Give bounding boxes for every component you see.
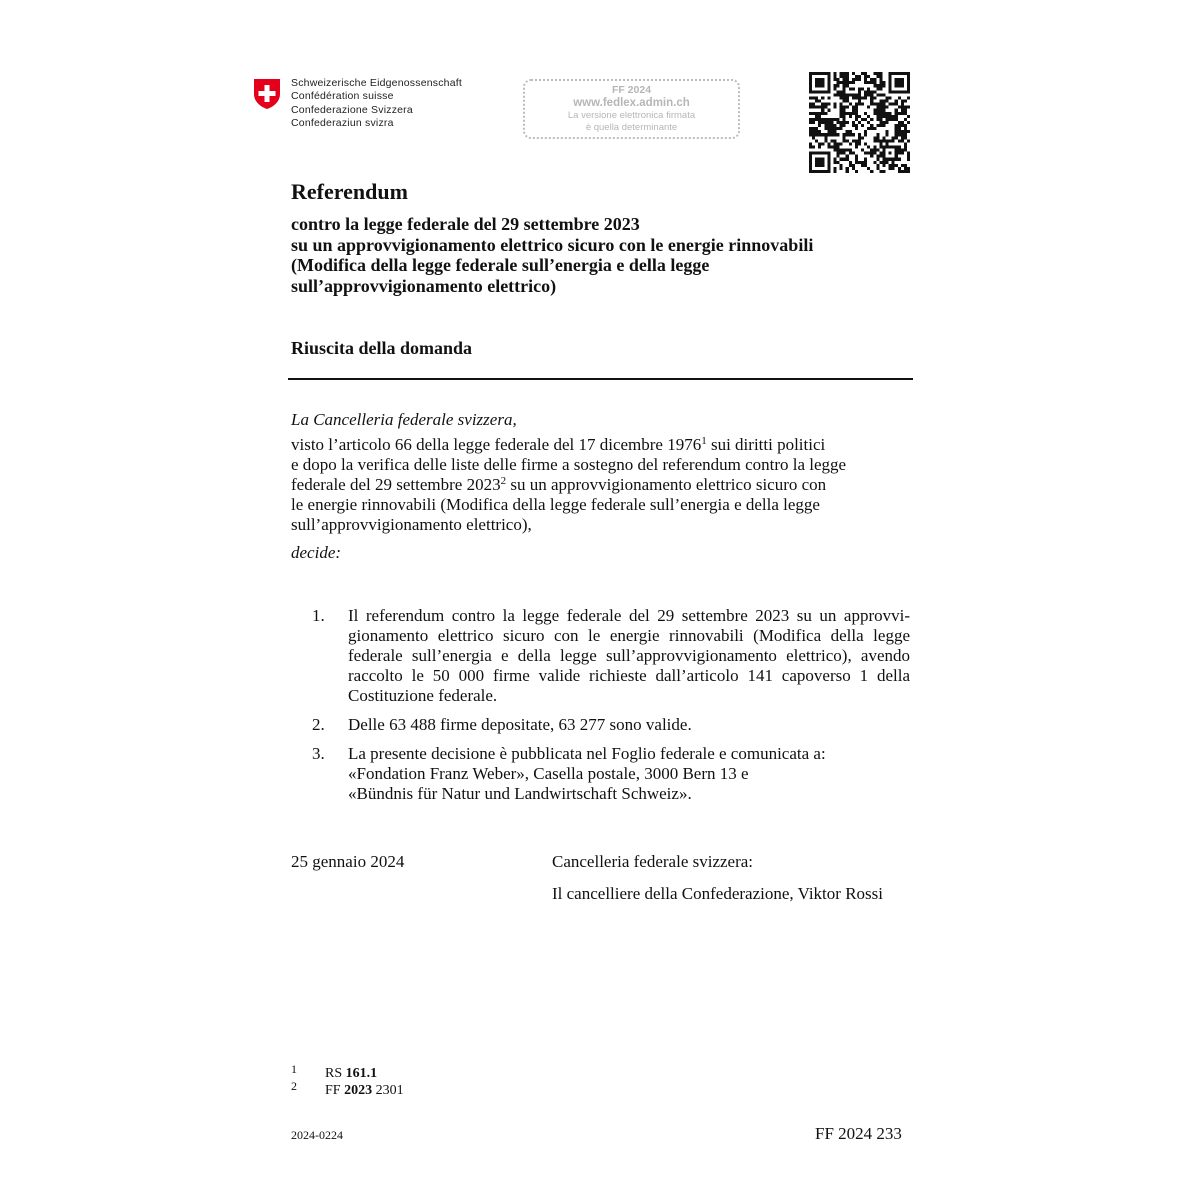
preamble-text: federale del 29 settembre 2023 bbox=[291, 475, 501, 494]
divider bbox=[288, 378, 913, 380]
item-text bbox=[348, 744, 910, 804]
item-text bbox=[348, 715, 910, 735]
qr-code-icon bbox=[809, 72, 910, 173]
item-line: Delle 63 488 firme depositate, 63 277 sono valide. bbox=[348, 715, 692, 734]
footnote-ref: 1 bbox=[701, 435, 707, 447]
preamble-text: visto l’articolo 66 della legge federale del 17 dicembre 1976 bbox=[291, 435, 702, 454]
item-line: federale sull’energia e della legge sull’approvvigionamento elettrico), avendo bbox=[348, 646, 910, 665]
item-number: 2. bbox=[312, 715, 325, 734]
stamp-note-2: è quella determinante bbox=[585, 122, 678, 133]
document-number: 2024-0224 bbox=[291, 1128, 343, 1142]
footnote-number: 1 bbox=[291, 1062, 297, 1076]
stamp-issue: FF 2024 bbox=[611, 84, 652, 96]
subtitle-line: sull’approvvigionamento elettrico) bbox=[291, 275, 557, 296]
signing-authority: Cancelleria federale svizzera: bbox=[552, 852, 754, 871]
footnote-suffix: 2301 bbox=[372, 1083, 404, 1098]
footnote-prefix: RS bbox=[325, 1066, 346, 1081]
stamp-url: www.fedlex.admin.ch bbox=[573, 97, 690, 109]
item-line: raccolto le 50 000 firme valide richieste dall’articolo 141 capoverso 1 della bbox=[348, 666, 910, 685]
footnote-bold: 161.1 bbox=[345, 1066, 378, 1081]
electronic-version-stamp bbox=[523, 79, 740, 139]
federal-line-it: Confederazione Svizzera bbox=[291, 103, 413, 116]
signer: Il cancelliere della Confederazione, Viktor Rossi bbox=[552, 884, 883, 903]
subtitle-line: su un approvvigionamento elettrico sicuro con le energie rinnovabili bbox=[291, 234, 814, 255]
preamble-line: sull’approvvigionamento elettrico), bbox=[291, 515, 532, 534]
footnote-prefix: FF bbox=[325, 1083, 345, 1098]
decision-date: 25 gennaio 2024 bbox=[291, 852, 405, 871]
item-line: La presente decisione è pubblicata nel Foglio federale e comunicata a: bbox=[348, 744, 826, 763]
item-line: Costituzione federale. bbox=[348, 686, 498, 705]
item-number: 1. bbox=[312, 606, 325, 625]
stamp-note-1: La versione elettronica firmata bbox=[567, 110, 696, 121]
preamble bbox=[291, 435, 891, 535]
preamble-line: le energie rinnovabili (Modifica della legge federale sull’energia e della legge bbox=[291, 495, 820, 514]
issuing-authority: La Cancelleria federale svizzera, bbox=[291, 410, 517, 429]
preamble-text: sui diritti politici bbox=[706, 435, 826, 454]
federal-line-de: Schweizerische Eidgenossenschaft bbox=[291, 77, 462, 89]
document-title: Referendum bbox=[291, 179, 408, 204]
item-text bbox=[348, 606, 910, 706]
page-reference: FF 2024 233 bbox=[815, 1124, 902, 1143]
footnote-bold: 2023 bbox=[344, 1083, 373, 1098]
item-line: gionamento elettrico sicuro con le energie rinnovabili (Modifica della legge bbox=[348, 626, 910, 645]
preamble-line bbox=[291, 435, 891, 455]
item-line: «Bündnis für Natur und Landwirtschaft Schweiz». bbox=[348, 784, 692, 803]
item-line: «Fondation Franz Weber», Casella postale, 3000 Bern 13 e bbox=[348, 764, 749, 783]
footnote-ref: 2 bbox=[500, 475, 507, 487]
decide-label: decide: bbox=[291, 543, 342, 562]
item-line: Il referendum contro la legge federale del 29 settembre 2023 su un approvvi- bbox=[348, 606, 910, 625]
swiss-crest-icon bbox=[253, 78, 281, 110]
footnote-number: 2 bbox=[291, 1079, 297, 1093]
preamble-line bbox=[291, 475, 891, 495]
item-number: 3. bbox=[312, 744, 325, 763]
preamble-line: e dopo la verifica delle liste delle firme a sostegno del referendum contro la legge bbox=[291, 455, 847, 474]
subtitle-line: contro la legge federale del 29 settembre 2023 bbox=[291, 214, 640, 234]
document-subtitle bbox=[291, 214, 911, 296]
federal-administration-name bbox=[291, 77, 462, 131]
federal-line-rm: Confederaziun svizra bbox=[291, 117, 394, 130]
subtitle-line: (Modifica della legge federale sull’energia e della legge bbox=[291, 255, 710, 275]
federal-line-fr: Confédération suisse bbox=[291, 90, 394, 103]
preamble-text: su un approvvigionamento elettrico sicuro con bbox=[506, 475, 827, 494]
footnote-2 bbox=[291, 1079, 404, 1099]
section-title: Riuscita della domanda bbox=[291, 338, 473, 358]
